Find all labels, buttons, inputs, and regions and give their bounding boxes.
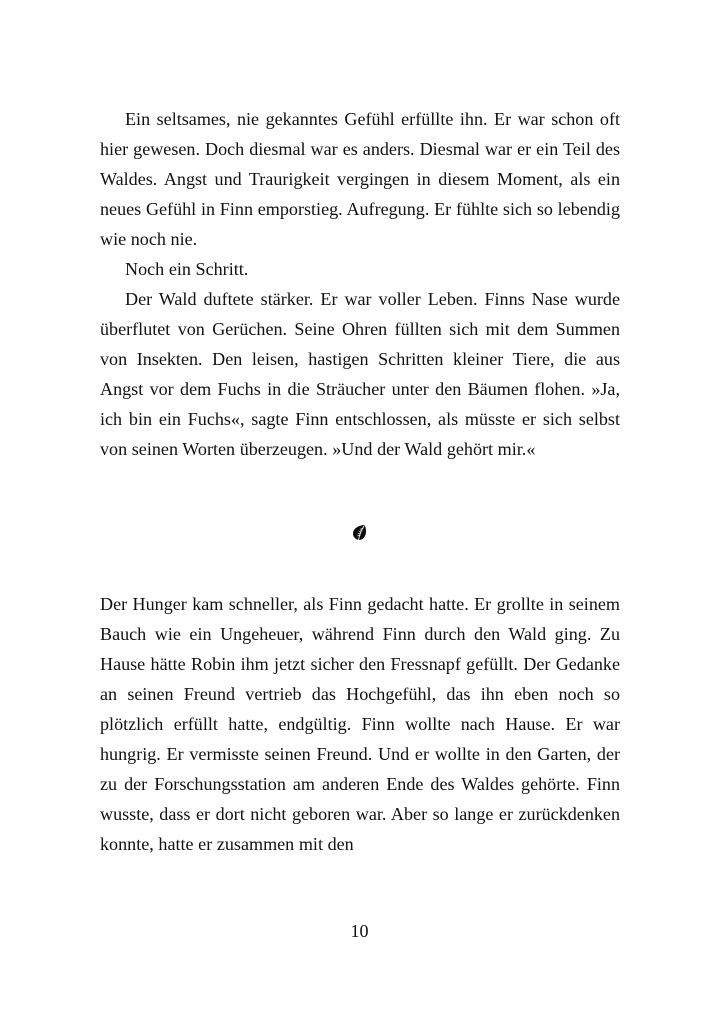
body-text-block-one (100, 104, 620, 464)
paragraph: Der Hunger kam schneller, als Finn gedacht hatte. Er grollte in seinem Bauch wie ein Ungeheuer, während Finn durch den Wald ging. Zu Hause hätte Robin ihm jetzt sicher den Fressnapf gefüllt. Der Gedanke an seinen Freund vertrieb das Hochgefühl, das ihn eben noch so plötzlich erfüllt hatte, endgültig. Finn wollte nach Hause. Er war hungrig. Er vermisste seinen Freund. Und er wollte in den Garten, der zu der Forschungsstation am anderen Ende des Waldes gehörte. Finn wusste, dass er dort nicht geboren war. Aber so lange er zurückdenken konnte, hatte er zusammen mit den (100, 594, 620, 854)
paragraph: Der Wald duftete stärker. Er war voller Leben. Finns Nase wurde überflutet von Gerüchen. Seine Ohren füllten sich mit dem Summen von Insekten. Den leisen, hastigen Schritten kleiner Tiere, die aus Angst vor dem Fuchs in die Sträucher unter den Bäumen flohen. »Ja, ich bin ein Fuchs«, sagte Finn entschlossen, als müsste er sich selbst von seinen Worten überzeugen. »Und der Wald gehört mir.« (100, 289, 620, 459)
section-ornament (0, 524, 719, 541)
paragraph: Noch ein Schritt. (125, 259, 249, 279)
body-text-block-two (100, 589, 620, 859)
leaf-icon (352, 528, 367, 545)
paragraph: Ein seltsames, nie gekanntes Gefühl erfüllte ihn. Er war schon oft hier gewesen. Doch diesmal war es anders. Diesmal war er ein Teil des Waldes. Angst und Traurigkeit vergingen in diesem Moment, als ein neues Gefühl in Finn emporstieg. Aufregung. Er fühlte sich so lebendig wie noch nie. (100, 109, 620, 249)
page-number: 10 (350, 921, 369, 941)
